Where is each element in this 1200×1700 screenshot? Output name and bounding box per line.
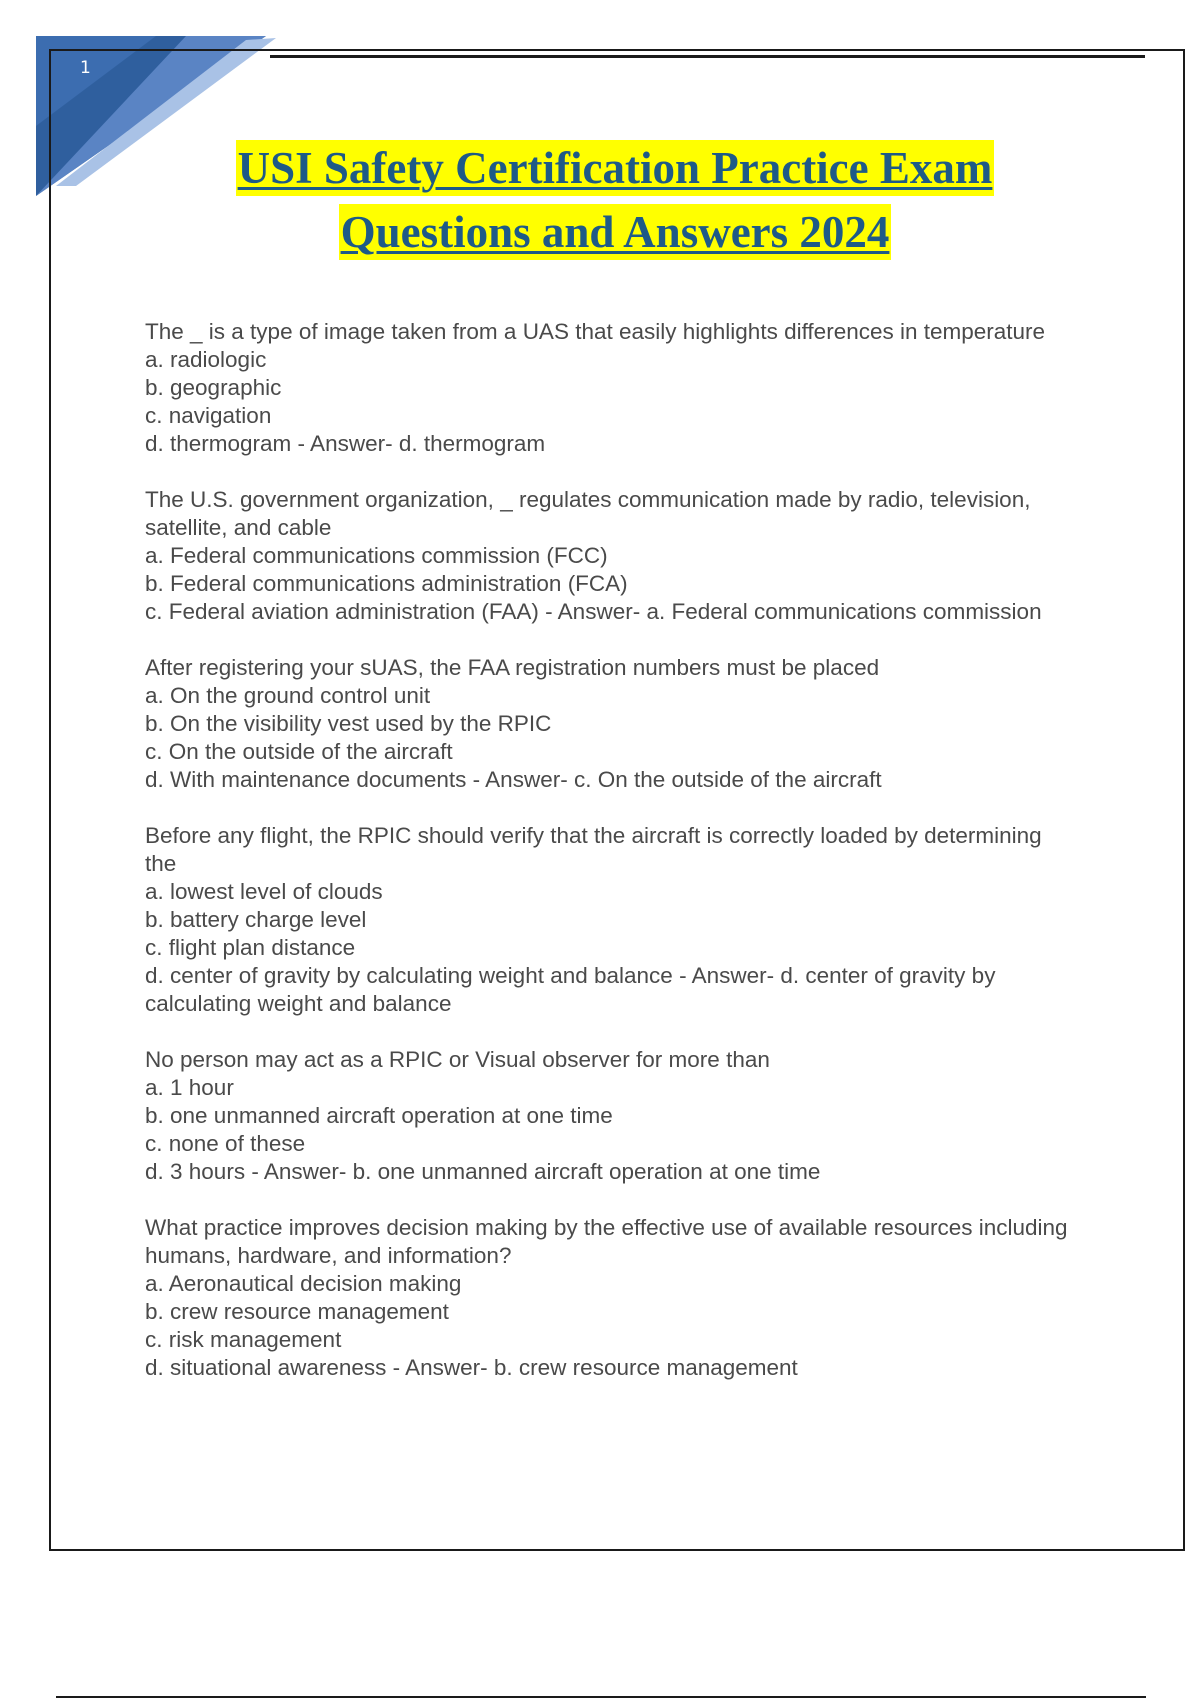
answer-option: b. On the visibility vest used by the RPIC xyxy=(145,711,552,736)
page-number: 1 xyxy=(80,58,91,78)
answer-option: b. geographic xyxy=(145,375,282,400)
question-text: What practice improves decision making by the effective use of available resources including humans, hardware, and information? xyxy=(145,1215,1068,1268)
answer-option: d. center of gravity by calculating weight and balance - Answer- d. center of gravity by calculating weight and balance xyxy=(145,963,996,1016)
answer-option: a. Aeronautical decision making xyxy=(145,1271,462,1296)
answer-option: c. none of these xyxy=(145,1131,306,1156)
question-block xyxy=(145,1214,1075,1382)
footer-rule xyxy=(56,1696,1146,1698)
answer-option: c. navigation xyxy=(145,403,272,428)
answer-option: d. situational awareness - Answer- b. crew resource management xyxy=(145,1355,798,1380)
answer-option: c. Federal aviation administration (FAA) - Answer- a. Federal communications commission xyxy=(145,599,1042,624)
answer-option: c. risk management xyxy=(145,1327,342,1352)
question-text: No person may act as a RPIC or Visual observer for more than xyxy=(145,1047,770,1072)
question-block xyxy=(145,1046,1075,1186)
title-line-2: Questions and Answers 2024 xyxy=(339,204,892,260)
answer-option: a. radiologic xyxy=(145,347,267,372)
answer-option: d. thermogram - Answer- d. thermogram xyxy=(145,431,546,456)
question-text: The _ is a type of image taken from a UAS that easily highlights differences in temperature xyxy=(145,319,1046,344)
question-text: Before any flight, the RPIC should verify that the aircraft is correctly loaded by determining the xyxy=(145,823,1042,876)
answer-option: a. lowest level of clouds xyxy=(145,879,383,904)
question-block xyxy=(145,654,1075,794)
title-line-1: USI Safety Certification Practice Exam xyxy=(236,140,995,196)
document-title xyxy=(110,140,1120,268)
question-block xyxy=(145,822,1075,1018)
answer-option: b. one unmanned aircraft operation at one time xyxy=(145,1103,613,1128)
answer-option: c. On the outside of the aircraft xyxy=(145,739,453,764)
question-block xyxy=(145,318,1075,458)
answer-option: c. flight plan distance xyxy=(145,935,356,960)
question-block xyxy=(145,486,1075,626)
question-text: The U.S. government organization, _ regulates communication made by radio, television, satellite, and cable xyxy=(145,487,1031,540)
answer-option: d. 3 hours - Answer- b. one unmanned aircraft operation at one time xyxy=(145,1159,821,1184)
answer-option: b. battery charge level xyxy=(145,907,367,932)
answer-option: b. crew resource management xyxy=(145,1299,449,1324)
answer-option: b. Federal communications administration (FCA) xyxy=(145,571,628,596)
answer-option: a. Federal communications commission (FCC) xyxy=(145,543,608,568)
answer-option: a. On the ground control unit xyxy=(145,683,431,708)
answer-option: d. With maintenance documents - Answer- c. On the outside of the aircraft xyxy=(145,767,882,792)
answer-option: a. 1 hour xyxy=(145,1075,234,1100)
question-list xyxy=(145,318,1075,1410)
question-text: After registering your sUAS, the FAA registration numbers must be placed xyxy=(145,655,880,680)
